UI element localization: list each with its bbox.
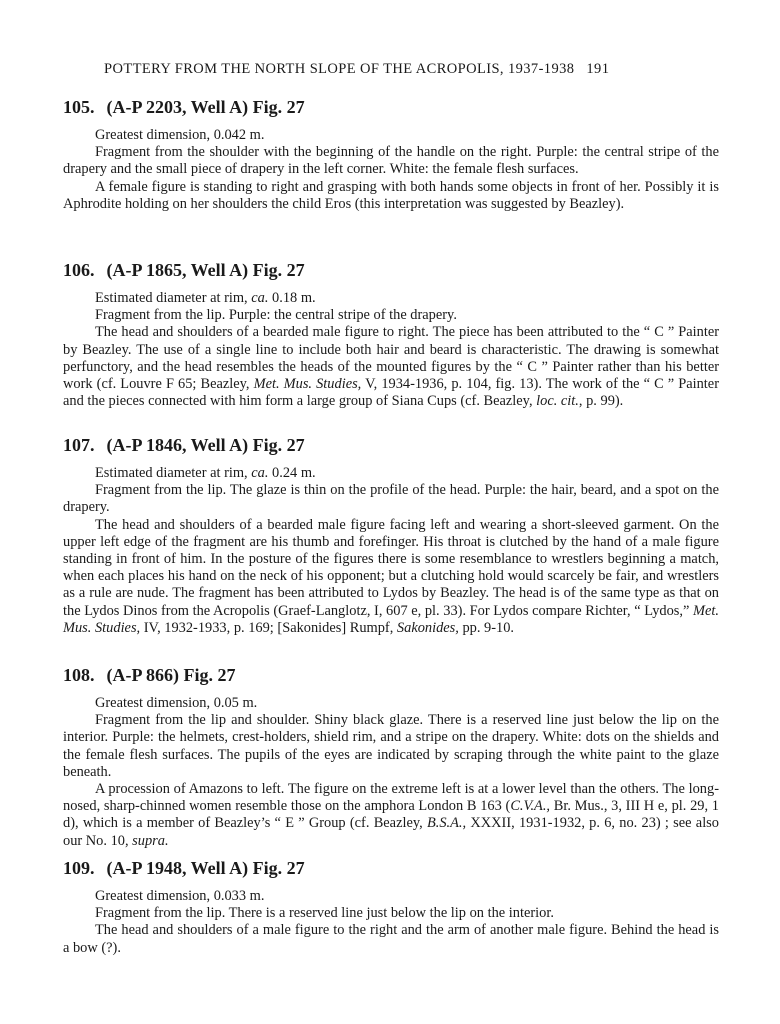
catalogue-entry-108 (63, 664, 719, 850)
entry-reference: (A-P 1846, Well A) Fig. 27 (106, 435, 305, 455)
italic-citation: Met. Mus. Studies, (63, 602, 719, 636)
entry-paragraph (63, 905, 719, 922)
entry-paragraph (63, 324, 719, 410)
text-run: A procession of Amazons to left. The figure on the extreme left is at a lower level than the others. The long-nosed, sharp-chinned women resemble those on the amphora London B 163 ( (63, 781, 719, 815)
text-run: The head and shoulders of a bearded male figure to right. The piece has been attributed to the “ C ” Painter by Beazley. The use of a single line to include both hair and beard is characteristic. The drawing is somewhat perfunctory, and the head resembles the heads of the mounted figures by the “ C ” Painter rather than his better work (cf. Louvre F 65; Beazley, (63, 324, 719, 393)
text-run: Fragment from the shoulder with the beginning of the handle on the right. Purple: the central stripe of the drapery and the small piece of drapery in the left corner. White: the female flesh surfaces. (63, 144, 719, 178)
text-run: Fragment from the lip and shoulder. Shiny black glaze. There is a reserved line just below the lip on the interior. Purple: the helmets, crest-holders, shield rim, and a stripe on the drapery. White: dots on the shields and the female flesh surfaces. The pupils of the eyes are indicated by scraping through the white paint to the glaze beneath. (63, 712, 719, 780)
running-head-title: POTTERY FROM THE NORTH SLOPE OF THE ACROPOLIS, 1937-1938 (104, 61, 575, 77)
text-run: Fragment from the lip. Purple: the central stripe of the drapery. (95, 307, 457, 324)
page-number: 191 (586, 61, 610, 77)
entry-body (63, 290, 719, 410)
text-run: Fragment from the lip. There is a reserved line just below the lip on the interior. (95, 905, 554, 922)
entry-reference: (A-P 2203, Well A) Fig. 27 (106, 97, 305, 117)
entry-paragraph (63, 307, 719, 324)
text-run: Br. Mus., 3, III H e, pl. 29, 1 d), which is a member of Beazley’s “ E ” Group (cf. Beazley, (63, 798, 719, 832)
entry-body (63, 465, 719, 637)
text-run: Estimated diameter at rim, (95, 290, 252, 306)
entry-paragraph (63, 695, 719, 712)
entry-paragraph (63, 144, 719, 178)
italic-citation: C.V.A., (510, 798, 551, 815)
text-run: The head and shoulders of a male figure to the right and the arm of another male figure. Behind the head is a bow (?). (63, 922, 719, 956)
entry-paragraph (63, 781, 719, 850)
entry-paragraph (63, 922, 719, 956)
entry-body (63, 127, 719, 213)
italic-citation: loc. cit. (536, 393, 579, 410)
entry-paragraph (63, 712, 719, 781)
entry-paragraph (63, 127, 719, 144)
entry-number: 105. (63, 97, 95, 117)
text-run: 0.24 m. (268, 465, 316, 481)
text-run: , p. 99). (578, 393, 624, 410)
catalogue-entry-107 (63, 434, 719, 637)
entry-paragraph (63, 482, 719, 516)
entry-paragraph (63, 290, 719, 307)
entry-number: 107. (63, 435, 95, 455)
text-run: XXXII, 1931-1932, p. 6, no. 23) ; see also our No. 10, (63, 815, 719, 849)
entry-number: 106. (63, 260, 95, 280)
text-run: 0.18 m. (268, 290, 316, 306)
text-run: A female figure is standing to right and grasping with both hands some objects in front of her. Possibly it is Aphrodite holding on her shoulders the child Eros (this interpretation was suggested by Beazley). (63, 178, 719, 212)
entry-heading (63, 259, 719, 281)
entry-heading (63, 96, 719, 118)
italic-citation: ca. (251, 290, 269, 306)
text-run: Greatest dimension, 0.033 m. (95, 888, 265, 904)
entry-number: 108. (63, 665, 95, 685)
entry-number: 109. (63, 858, 95, 878)
text-run: V, 1934-1936, p. 104, fig. 13). The work of the “ C ” Painter and the pieces connected with him form a large group of Siana Cups (cf. Beazley, (63, 376, 719, 410)
entry-reference: (A-P 1865, Well A) Fig. 27 (106, 260, 305, 280)
entry-heading (63, 857, 719, 879)
entry-body (63, 888, 719, 957)
running-head (104, 61, 704, 78)
catalogue-entry-105 (63, 96, 719, 213)
entry-heading (63, 434, 719, 456)
catalogue-entry-106 (63, 259, 719, 410)
italic-citation: Sakonides, (396, 619, 459, 636)
text-run: Greatest dimension, 0.05 m. (95, 695, 258, 711)
text-run: The head and shoulders of a bearded male figure facing left and wearing a short-sleeved garment. On the upper left edge of the fragment are his thumb and forefinger. His throat is clutched by the hand of a male figure standing in front of him. In the posture of the figures there is some resemblance to wrestlers beginning a match, when each places his hand on the neck of his opponent; but a clutching hold would scarcely be fair, and wrestlers as a rule are nude. The fragment has been attributed to Lydos by Beazley. The head is of the same type as that on the Lydos Dinos from the Acropolis (Graef-Langlotz, I, 607 e, pl. 33). For Lydos compare Richter, “ Lydos,” (63, 516, 719, 619)
entry-paragraph (63, 888, 719, 905)
entry-heading (63, 664, 719, 686)
text-run: Fragment from the lip. The glaze is thin on the profile of the head. Purple: the hair, beard, and a spot on the drapery. (63, 482, 719, 516)
catalogue-entry-109 (63, 857, 719, 957)
text-run: Greatest dimension, 0.042 m. (95, 127, 265, 143)
entry-paragraph (63, 465, 719, 482)
italic-citation: ca. (251, 465, 269, 481)
text-run: IV, 1932-1933, p. 169; [Sakonides] Rumpf, (140, 619, 397, 636)
italic-citation: supra. (132, 832, 169, 849)
entry-reference: (A-P 1948, Well A) Fig. 27 (106, 858, 305, 878)
entry-body (63, 695, 719, 850)
entry-reference: (A-P 866) Fig. 27 (106, 665, 236, 685)
italic-citation: Met. Mus. Studies, (253, 376, 362, 393)
text-run: Estimated diameter at rim, (95, 465, 252, 481)
entry-paragraph (63, 517, 719, 637)
entry-paragraph (63, 179, 719, 213)
italic-citation: B.S.A., (426, 815, 467, 832)
text-run: pp. 9-10. (458, 619, 515, 636)
